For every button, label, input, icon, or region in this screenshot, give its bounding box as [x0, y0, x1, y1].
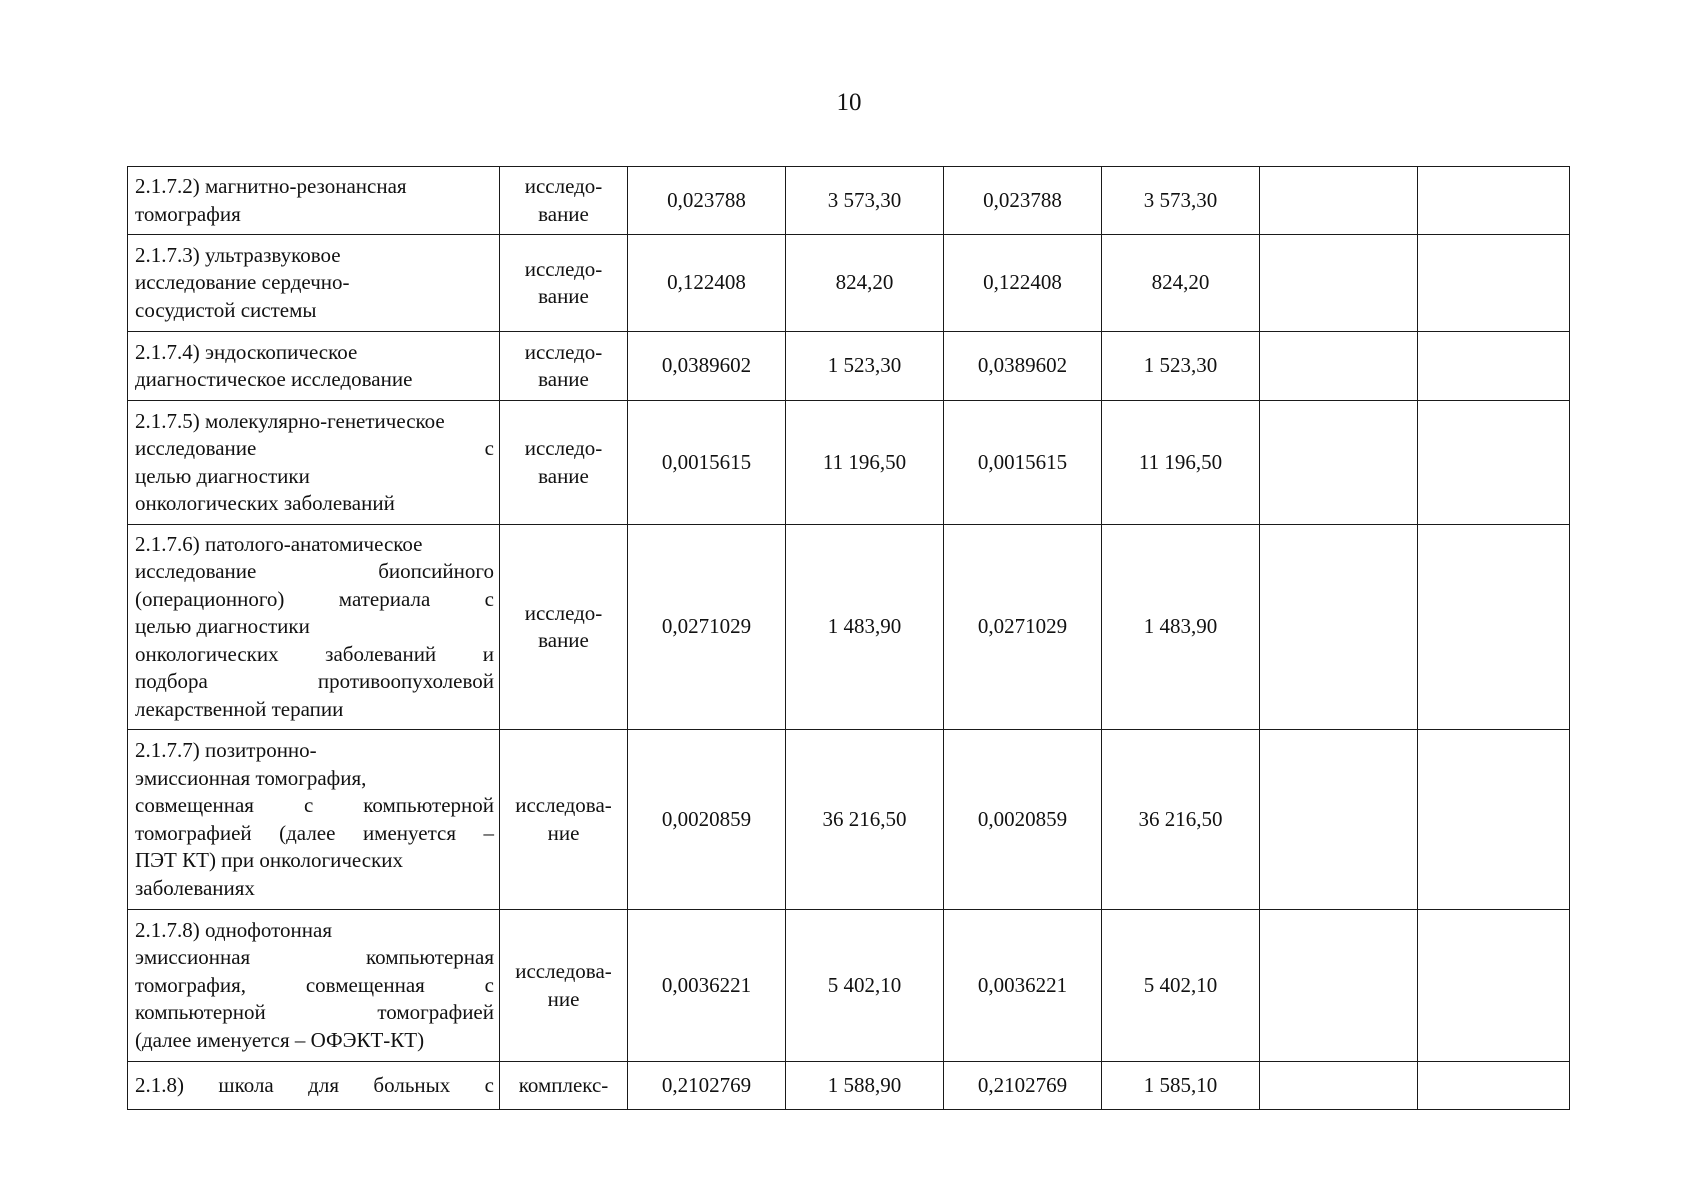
- description-line: 2.1.7.6) патолого-анатомическое: [135, 531, 423, 556]
- description-line: диагностическое исследование: [135, 367, 413, 391]
- description-line: совмещенная с компьютерной: [135, 793, 494, 817]
- services-table: [127, 166, 1570, 1110]
- cost-norm-1: 1 523,30: [786, 332, 944, 401]
- service-description: [128, 730, 500, 910]
- table-body: [128, 167, 1570, 1110]
- unit-line: вание: [538, 628, 589, 652]
- unit-line: ние: [547, 986, 580, 1011]
- description-line: исследование сердечно-: [135, 270, 350, 295]
- value-6: [1418, 525, 1570, 730]
- unit-of-measure: [500, 525, 628, 730]
- unit-of-measure: [500, 332, 628, 401]
- description-line: сосудистой системы: [135, 297, 317, 322]
- unit-line: исследо-: [524, 339, 603, 364]
- unit-of-measure: [500, 730, 628, 910]
- unit-line: вание: [538, 284, 589, 308]
- value-6: [1418, 235, 1570, 332]
- description-line: 2.1.7.3) ультразвуковое: [135, 242, 341, 267]
- description-line: (операционного) материала с: [135, 586, 494, 611]
- description-line: 2.1.7.2) магнитно-резонансная: [135, 174, 407, 198]
- description-line: подбора противоопухолевой: [135, 669, 494, 694]
- cost-norm-2: 1 585,10: [1102, 1062, 1260, 1110]
- value-6: [1418, 730, 1570, 910]
- cost-norm-1: 1 483,90: [786, 525, 944, 730]
- cost-norm-2: 1 483,90: [1102, 525, 1260, 730]
- service-description: [128, 525, 500, 730]
- description-line: компьютерной томографией: [135, 1000, 494, 1025]
- description-line: эмиссионная компьютерная: [135, 945, 494, 970]
- service-description: [128, 235, 500, 332]
- value-5: [1260, 167, 1418, 235]
- table-row: [128, 730, 1570, 910]
- service-description: [128, 1062, 500, 1110]
- description-line: эмиссионная томография,: [135, 765, 367, 790]
- description-line: 2.1.7.8) однофотонная: [135, 917, 332, 942]
- description-line: 2.1.8) школа для больных с: [135, 1072, 494, 1097]
- service-description: [128, 332, 500, 401]
- description-line: исследование с: [135, 436, 494, 460]
- unit-line: комплекс-: [518, 1072, 609, 1097]
- cost-norm-2: 824,20: [1102, 235, 1260, 332]
- volume-norm-2: 0,0389602: [944, 332, 1102, 401]
- unit-line: вание: [538, 367, 589, 391]
- value-5: [1260, 235, 1418, 332]
- volume-norm-1: 0,0036221: [628, 910, 786, 1062]
- description-line: томографией (далее именуется –: [135, 820, 494, 845]
- cost-norm-2: 11 196,50: [1102, 401, 1260, 525]
- unit-line: исследо-: [524, 174, 603, 198]
- value-5: [1260, 401, 1418, 525]
- volume-norm-2: 0,0015615: [944, 401, 1102, 525]
- cost-norm-1: 1 588,90: [786, 1062, 944, 1110]
- unit-of-measure: [500, 235, 628, 332]
- volume-norm-1: 0,0020859: [628, 730, 786, 910]
- description-line: томография: [135, 201, 241, 226]
- volume-norm-2: 0,122408: [944, 235, 1102, 332]
- volume-norm-2: 0,0036221: [944, 910, 1102, 1062]
- table-row: [128, 910, 1570, 1062]
- page-number: 10: [836, 89, 862, 116]
- unit-of-measure: [500, 1062, 628, 1110]
- description-line: онкологических заболеваний: [135, 491, 395, 515]
- cost-norm-1: 824,20: [786, 235, 944, 332]
- service-description: [128, 401, 500, 525]
- table-row: [128, 235, 1570, 332]
- cost-norm-1: 3 573,30: [786, 167, 944, 235]
- value-5: [1260, 730, 1418, 910]
- unit-of-measure: [500, 167, 628, 235]
- volume-norm-1: 0,0271029: [628, 525, 786, 730]
- cost-norm-2: 3 573,30: [1102, 167, 1260, 235]
- unit-line: исследова-: [515, 793, 612, 817]
- cost-norm-2: 36 216,50: [1102, 730, 1260, 910]
- value-6: [1418, 1062, 1570, 1110]
- table-row: [128, 401, 1570, 525]
- description-line: 2.1.7.5) молекулярно-генетическое: [135, 408, 445, 433]
- value-6: [1418, 332, 1570, 401]
- volume-norm-2: 0,0020859: [944, 730, 1102, 910]
- value-5: [1260, 1062, 1418, 1110]
- table-row: [128, 332, 1570, 401]
- unit-line: вание: [538, 201, 589, 226]
- service-description: [128, 910, 500, 1062]
- unit-of-measure: [500, 910, 628, 1062]
- table-row: [128, 167, 1570, 235]
- volume-norm-1: 0,0389602: [628, 332, 786, 401]
- unit-line: исследо-: [524, 436, 603, 460]
- cost-norm-1: 5 402,10: [786, 910, 944, 1062]
- volume-norm-1: 0,2102769: [628, 1062, 786, 1110]
- description-line: целью диагностики: [135, 463, 310, 488]
- service-description: [128, 167, 500, 235]
- value-5: [1260, 910, 1418, 1062]
- value-6: [1418, 167, 1570, 235]
- unit-line: исследова-: [515, 959, 612, 983]
- unit-line: ние: [547, 820, 580, 845]
- description-line: томография, совмещенная с: [135, 972, 494, 997]
- description-line: онкологических заболеваний и: [135, 641, 494, 666]
- volume-norm-2: 0,2102769: [944, 1062, 1102, 1110]
- description-line: лекарственной терапии: [135, 696, 344, 721]
- unit-line: исследо-: [524, 256, 603, 281]
- cost-norm-1: 11 196,50: [786, 401, 944, 525]
- description-line: 2.1.7.4) эндоскопическое: [135, 339, 358, 364]
- unit-of-measure: [500, 401, 628, 525]
- description-line: целью диагностики: [135, 614, 310, 639]
- cost-norm-2: 1 523,30: [1102, 332, 1260, 401]
- value-5: [1260, 525, 1418, 730]
- volume-norm-1: 0,122408: [628, 235, 786, 332]
- cost-norm-1: 36 216,50: [786, 730, 944, 910]
- unit-line: вание: [538, 463, 589, 488]
- table-row: [128, 1062, 1570, 1110]
- cost-norm-2: 5 402,10: [1102, 910, 1260, 1062]
- value-5: [1260, 332, 1418, 401]
- value-6: [1418, 401, 1570, 525]
- unit-line: исследо-: [524, 600, 603, 625]
- volume-norm-2: 0,023788: [944, 167, 1102, 235]
- description-line: ПЭТ КТ) при онкологических: [135, 848, 404, 872]
- value-6: [1418, 910, 1570, 1062]
- description-line: (далее именуется – ОФЭКТ-КТ): [135, 1027, 425, 1052]
- volume-norm-1: 0,023788: [628, 167, 786, 235]
- volume-norm-1: 0,0015615: [628, 401, 786, 525]
- description-line: 2.1.7.7) позитронно-: [135, 738, 317, 762]
- volume-norm-2: 0,0271029: [944, 525, 1102, 730]
- description-line: заболеваниях: [135, 875, 255, 900]
- description-line: исследование биопсийного: [135, 559, 494, 584]
- table-row: [128, 525, 1570, 730]
